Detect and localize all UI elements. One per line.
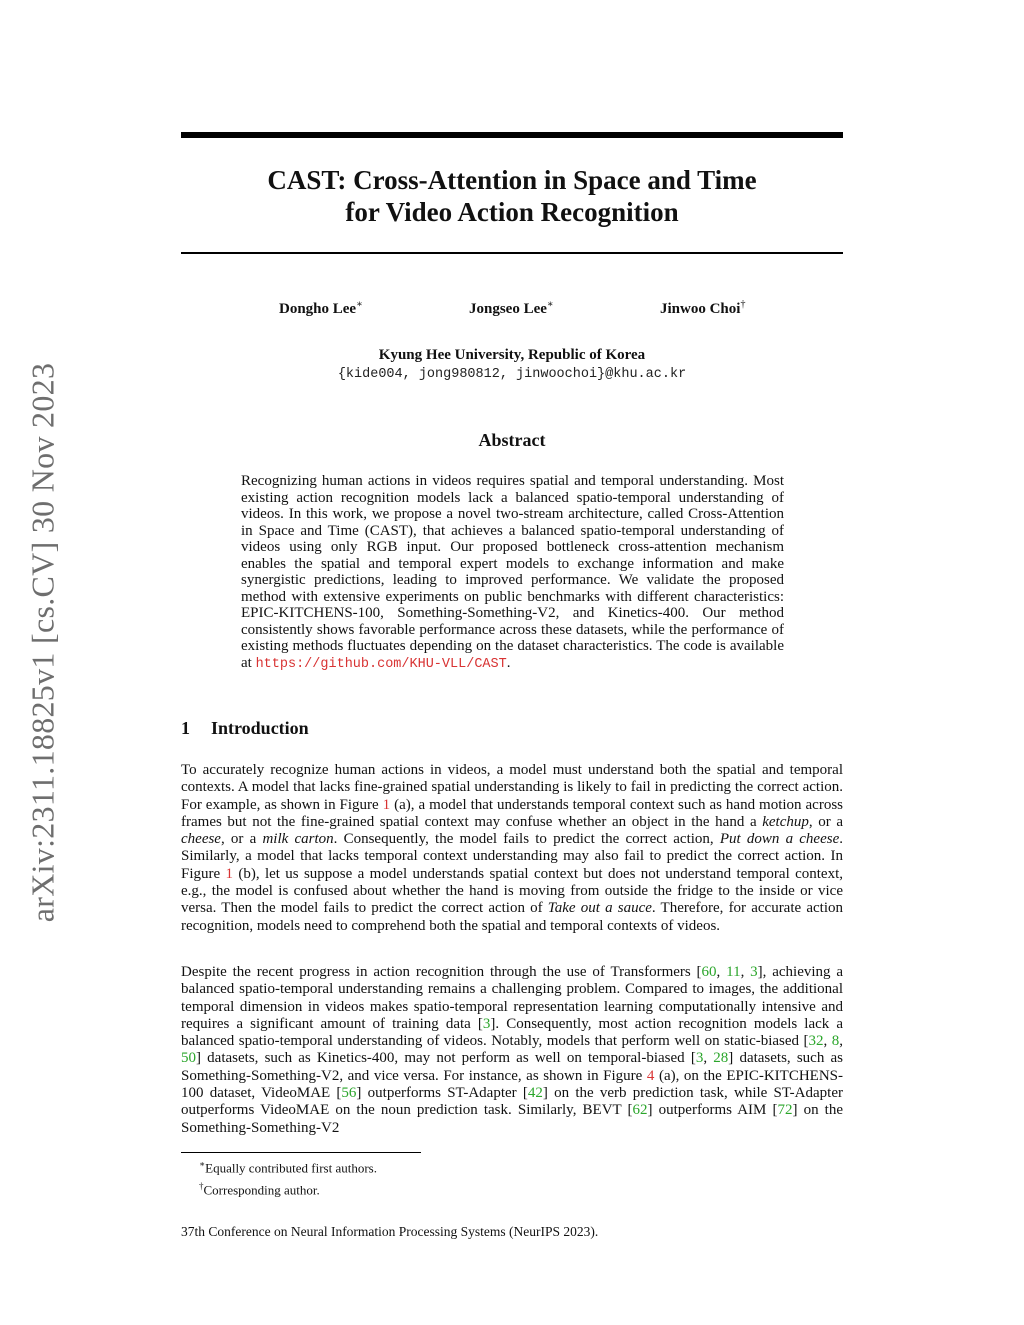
text-run: To accurately recognize human actions in videos, a model must understand both the spatial and temporal contexts. A model that lacks fine-grained spatial understanding is likely to fail in predicting the correct action. For example, as shown in Figure <box>181 762 843 813</box>
text-run: ] datasets, such as Something-Something-V2, and vice versa. For instance, as shown in Figure <box>181 1050 844 1084</box>
title-line-1: CAST: Cross-Attention in Space and Time <box>267 165 757 195</box>
citation-link[interactable]: 11 <box>726 964 741 980</box>
venue-footer: 37th Conference on Neural Information Processing Systems (NeurIPS 2023). <box>181 1224 599 1239</box>
text-run: . Consequently, the model fails to predict the correct action, <box>333 831 720 848</box>
code-link[interactable]: https://github.com/KHU-VLL/CAST <box>255 656 507 672</box>
author-name: Jinwoo Choi <box>660 301 741 317</box>
text-run: (a), on the EPIC-KITCHENS-100 dataset, VideoMAE [ <box>181 1067 843 1102</box>
text-run: ] on the verb prediction task, while ST-Adapter outperforms VideoMAE on the noun prediction task. Similarly, BEVT [ <box>181 1085 843 1119</box>
citation-link[interactable]: 28 <box>713 1050 729 1067</box>
text-run: . Therefore, for accurate action recognition, models need to comprehend both the spatial and temporal contexts of videos. <box>181 900 843 934</box>
section-number: 1 <box>181 718 190 738</box>
author-name: Dongho Lee <box>279 301 357 317</box>
author-2 <box>469 299 554 318</box>
section-title: Introduction <box>211 718 309 738</box>
citation-link[interactable]: 50 <box>181 1050 196 1067</box>
text-run: ] outperforms ST-Adapter [ <box>356 1085 528 1102</box>
author-1 <box>279 299 363 318</box>
emphasis: Take out a sauce <box>547 900 652 917</box>
footnote-mark: † <box>199 1181 204 1192</box>
text-run: ] on the Something-Something-V2 <box>181 1102 843 1136</box>
citation-link[interactable]: 3 <box>750 964 758 980</box>
figure-ref-link[interactable]: 1 <box>382 796 391 813</box>
emphasis: cheese <box>181 831 221 848</box>
abstract-end: . <box>506 654 511 671</box>
footnote-mark: ∗ <box>199 1159 206 1169</box>
citation-link[interactable]: 3 <box>482 1015 491 1032</box>
citation-link[interactable]: 3 <box>695 1050 704 1067</box>
intro-paragraph-1 <box>181 762 843 935</box>
arxiv-stamp-text: arXiv:2311.18825v1 [cs.CV] 30 Nov 2023 <box>24 362 61 922</box>
text-run: Despite the recent progress in action recognition through the use of Transformers [ <box>181 964 702 980</box>
affiliation: Kyung Hee University, Republic of Korea <box>378 347 646 363</box>
text-run: ]. Consequently, most action recognition models lack a balanced spatio-temporal understanding of videos. Notably, models that perform well on static-biased [ <box>181 1015 843 1050</box>
text-run: , <box>839 1033 844 1050</box>
emphasis: milk carton <box>262 831 334 848</box>
figure-ref-link[interactable]: 4 <box>646 1067 655 1084</box>
emphasis: Put down a cheese <box>719 831 840 848</box>
text-run: . Similarly, a model that lacks temporal context understanding may also fail to predict the correct action. In Figure <box>181 831 843 882</box>
citation-link[interactable]: 56 <box>341 1085 357 1102</box>
author-mark: ∗ <box>546 299 554 310</box>
text-run: (b), let us suppose a model understands spatial context but does not understand temporal context, e.g., the model is confused about whether the hand is moving from outside the fridge to the inside or vice versa. Then the model fails to predict the correct action of <box>181 865 843 917</box>
citation-link[interactable]: 72 <box>777 1102 793 1119</box>
intro-paragraph-2 <box>181 964 843 1137</box>
author-mark: ∗ <box>356 299 363 310</box>
text-run: ] datasets, such as Kinetics-400, may not perform as well on temporal-biased [ <box>196 1050 696 1067</box>
footnotes <box>199 1155 377 1200</box>
text-run: , <box>716 964 727 980</box>
abstract-heading: Abstract <box>478 430 546 450</box>
abstract-body <box>241 473 784 673</box>
citation-link[interactable]: 42 <box>527 1085 543 1102</box>
footnote-text: Corresponding author. <box>203 1182 320 1198</box>
text-run: , <box>823 1033 832 1050</box>
author-name: Jongseo Lee <box>469 301 547 317</box>
text-run: ] outperforms AIM [ <box>647 1102 778 1119</box>
text-run: ], achieving a balanced spatio-temporal understanding remains a challenging problem. Compared to images, the additional temporal dimension in videos makes spatio-temporal representation learning computationally intensive and requires a significant amount of training data [ <box>181 964 844 1032</box>
emphasis: ketchup <box>762 813 809 830</box>
text-run: , or a <box>808 813 843 830</box>
abstract-text: Recognizing human actions in videos requires spatial and temporal understanding. Most existing action recognition models lack a balanced spatio-temporal understanding of videos. In this work, we propose a novel two-stream architecture, called Cross-Attention in Space and Time (CAST), that achieves a balanced spatio-temporal understanding of videos using only RGB input. Our proposed bottleneck cross-attention mechanism enables the spatial and temporal expert models to exchange information and make synergistic predictions, leading to improved performance. We validate the proposed method with extensive experiments on public benchmarks with different characteristics: EPIC-KITCHENS-100, Something-Something-V2, and Kinetics-400. Our method consistently shows favorable performance across these datasets, while the performance of existing methods fluctuates depending on the dataset characteristics. The code is available at <box>241 473 784 671</box>
footnote-rule <box>181 1152 421 1153</box>
title-rule-bottom <box>181 252 843 254</box>
footnote-text: Equally contributed first authors. <box>205 1160 377 1176</box>
text-run: , <box>703 1050 714 1067</box>
title-line-2: for Video Action Recognition <box>345 197 679 227</box>
citation-link[interactable]: 60 <box>701 964 717 980</box>
author-mark: † <box>740 299 746 310</box>
figure-ref-link[interactable]: 1 <box>225 865 234 882</box>
footnote-1 <box>199 1155 377 1177</box>
text-run: , or a <box>220 831 263 848</box>
paper-title <box>181 164 843 228</box>
arxiv-stamp <box>20 346 66 938</box>
author-emails: {kide004, jong980812, jinwoochoi}@khu.ac.kr <box>337 367 687 382</box>
text-run: (a), a model that understands temporal context such as hand motion across frames but not the fine-grained spatial context may confuse whether an object in the hand a <box>181 796 844 830</box>
text-run: , <box>740 964 751 980</box>
title-rule-top <box>181 132 843 138</box>
section-heading-introduction <box>181 718 309 739</box>
footnote-2 <box>199 1177 377 1199</box>
citation-link[interactable]: 32 <box>808 1033 824 1050</box>
citation-link[interactable]: 62 <box>632 1102 648 1119</box>
citation-link[interactable]: 8 <box>831 1033 840 1050</box>
author-3 <box>660 299 745 318</box>
